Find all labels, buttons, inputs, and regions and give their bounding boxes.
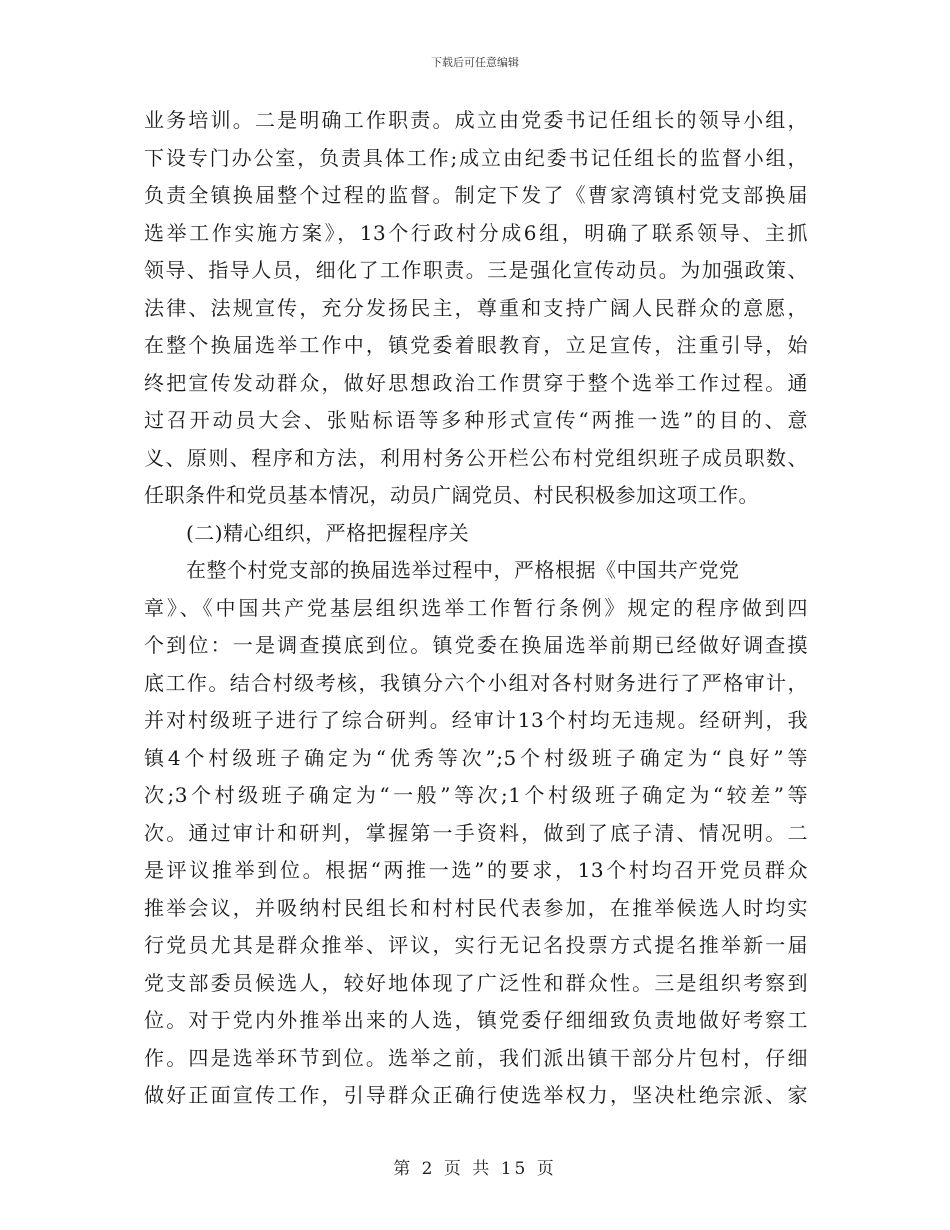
body-line: 次;3个村级班子确定为“一般”等次;1个村级班子确定为“较差”等	[144, 783, 808, 807]
body-line: 章》、《中国共产党基层组织选举工作暂行条例》规定的程序做到四	[144, 595, 808, 620]
body-line: 负责全镇换届整个过程的监督。制定下发了《曹家湾镇村党支部换届	[144, 183, 808, 207]
body-line: 任职条件和党员基本情况，动员广阔党员、村民积极参加这项工作。	[144, 483, 759, 507]
body-line: 底工作。结合村级考核，我镇分六个小组对各村财务进行了严格审计，	[144, 670, 808, 695]
body-line: 行党员尤其是群众推举、评议，实行无记名投票方式提名推举新一届	[144, 933, 808, 957]
body-line: 在整个村党支部的换届选举过程中，严格根据《中国共产党党	[186, 558, 740, 582]
body-line: 义、原则、程序和方法，利用村务公开栏公布村党组织班子成员职数、	[144, 445, 808, 470]
body-line: 位。对于党内外推举出来的人选，镇党委仔细细致负责地做好考察工	[144, 1008, 808, 1032]
body-line: 作。四是选举环节到位。选举之前，我们派出镇干部分片包村，仔细	[144, 1045, 808, 1070]
body-line: 做好正面宣传工作，引导群众正确行使选举权力，坚决杜绝宗派、家	[144, 1083, 808, 1107]
body-line: 选举工作实施方案》，13个行政村分成6组，明确了联系领导、主抓	[144, 220, 808, 245]
page-number: 第 2 页 共 15 页	[393, 1159, 557, 1179]
document-body	[144, 102, 808, 1115]
body-line: 法律、法规宣传，充分发扬民主，尊重和支持广阔人民群众的意愿，	[144, 295, 808, 320]
section-heading: (二)精心组织，严格把握程序关	[186, 520, 470, 545]
body-line: 下设专门办公室，负责具体工作;成立由纪委书记任组长的监督小组，	[144, 145, 808, 170]
body-line: 过召开动员大会、张贴标语等多种形式宣传“两推一选”的目的、意	[144, 408, 808, 432]
body-line: 党支部委员候选人，较好地体现了广泛性和群众性。三是组织考察到	[144, 970, 808, 995]
body-line: 个到位：一是调查摸底到位。镇党委在换届选举前期已经做好调查摸	[144, 633, 808, 657]
body-line: 业务培训。二是明确工作职责。成立由党委书记任组长的领导小组，	[144, 108, 808, 132]
body-line: 次。通过审计和研判，掌握第一手资料，做到了底子清、情况明。二	[144, 820, 808, 845]
body-line: 在整个换届选举工作中，镇党委着眼教育，立足宣传，注重引导，始	[144, 333, 808, 357]
body-line: 终把宣传发动群众，做好思想政治工作贯穿于整个选举工作过程。通	[144, 370, 808, 395]
page-header-note: 下载后可任意编辑	[431, 56, 519, 69]
body-line: 领导、指导人员，细化了工作职责。三是强化宣传动员。为加强政策、	[144, 258, 808, 282]
body-line: 推举会议，并吸纳村民组长和村村民代表参加，在推举候选人时均实	[144, 895, 808, 920]
body-line: 是评议推举到位。根据“两推一选”的要求，13个村均召开党员群众	[144, 858, 808, 882]
body-line: 镇4个村级班子确定为“优秀等次”;5个村级班子确定为“良好”等	[144, 745, 808, 770]
body-line: 并对村级班子进行了综合研判。经审计13个村均无违规。经研判，我	[144, 708, 808, 732]
